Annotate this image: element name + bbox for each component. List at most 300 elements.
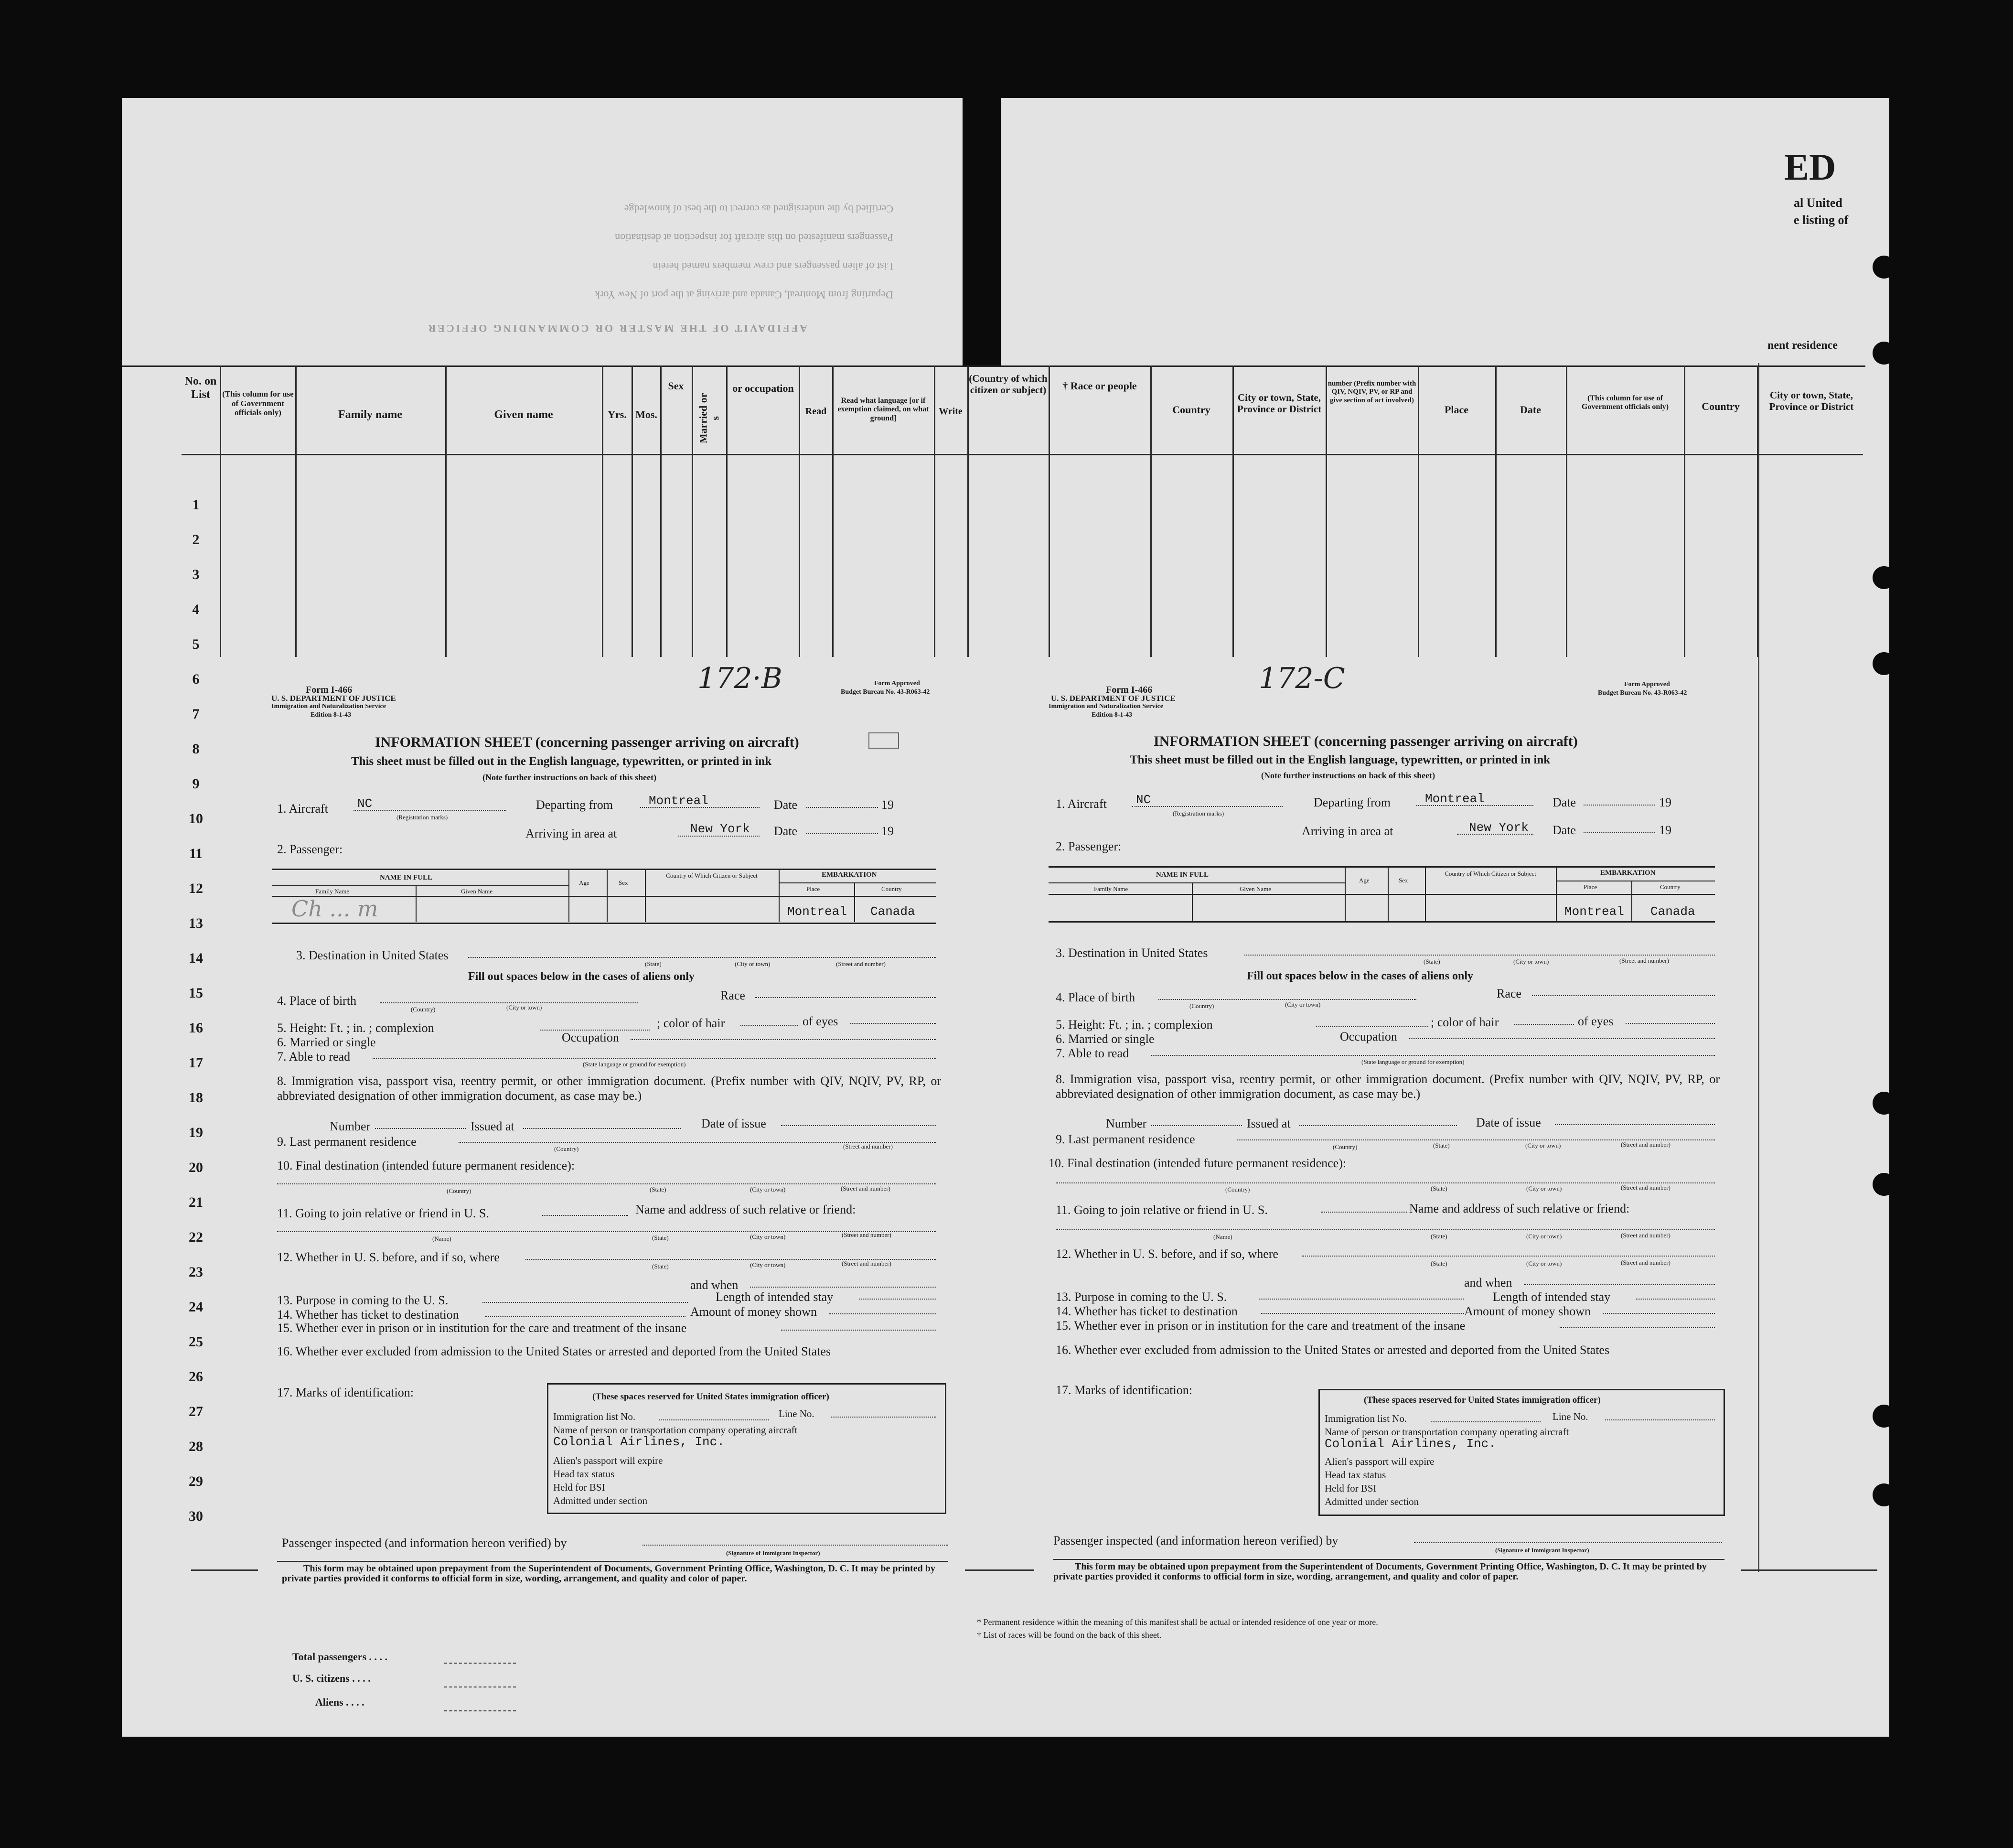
embark-place: Montreal <box>1564 904 1624 919</box>
row-number: 7 <box>192 706 200 722</box>
row-number: 17 <box>189 1055 203 1071</box>
passport-label: Alien's passport will expire <box>553 1455 663 1466</box>
col-place: Place <box>1444 404 1469 416</box>
signature-label: (Signature of Immigrant Inspector) <box>1495 1547 1589 1554</box>
relative-line <box>277 1231 936 1232</box>
corner-heading: ED <box>1784 146 1836 188</box>
footnote-residence: * Permanent residence within the meaning of this manifest shall be actual or intended residence of one year or more. <box>977 1617 1378 1627</box>
total-passengers-line <box>444 1663 516 1664</box>
year-2: 19 <box>881 824 894 838</box>
handwritten-number: 172-C <box>1259 662 1345 695</box>
col-read: Read <box>805 406 827 417</box>
date-line-1 <box>1584 805 1655 806</box>
punch-hole <box>1873 1483 1895 1506</box>
row-number: 19 <box>189 1125 203 1140</box>
col-line <box>726 365 728 657</box>
head-tax-label: Head tax status <box>1325 1469 1386 1481</box>
col-date: Date <box>1520 404 1541 416</box>
row-number: 24 <box>189 1299 203 1315</box>
lbl-street: (Street and number) <box>1621 1259 1670 1266</box>
col-line <box>1566 365 1567 657</box>
arriving-line <box>1457 834 1533 835</box>
punch-hole <box>1873 342 1895 365</box>
col-no-on-list: No. on List <box>184 375 217 401</box>
lbl-country: (Country) <box>1225 1186 1250 1193</box>
race-line <box>1532 995 1715 996</box>
item-7: 7. Able to read <box>277 1050 351 1064</box>
stay-line <box>859 1299 936 1300</box>
dept: U. S. DEPARTMENT OF JUSTICE <box>271 694 396 703</box>
sheet-footer: This form may be obtained upon prepayment from the Superintendent of Documents, Government Printing Office, Washington, D. C. It may be printed by private parties provided it conforms to official form in size, wording, arrangement, and quality and color of paper. <box>282 1563 935 1584</box>
ptable-v <box>645 869 646 922</box>
lbl-state: (State) <box>1433 1142 1450 1149</box>
th-given-name: Given Name <box>1240 885 1272 892</box>
sheet-subtitle: This sheet must be filled out in the English language, typewritten, or printed in ink <box>351 755 772 768</box>
item-6: 6. Married or single <box>277 1035 376 1049</box>
year-1: 19 <box>1659 795 1671 809</box>
lbl-country: (Country) <box>1333 1143 1358 1150</box>
race-label: Race <box>720 988 745 1002</box>
col-mos: Mos. <box>635 408 657 420</box>
stamp-box <box>868 732 899 749</box>
header-top-line <box>122 365 1865 367</box>
reserved-heading: (These spaces reserved for United States immigration officer) <box>1364 1395 1601 1405</box>
hair-label: ; color of hair <box>1431 1015 1499 1029</box>
lbl-state: (State) <box>1431 1185 1447 1192</box>
date-label-1: Date <box>774 798 798 812</box>
date-line-2 <box>806 833 878 834</box>
lbl-street: (Street and number) <box>1621 1232 1670 1239</box>
passenger-label: 2. Passenger: <box>277 842 343 856</box>
embark-country: Canada <box>1650 904 1695 919</box>
aliens: Aliens . . . . <box>315 1696 364 1708</box>
and-when-label: and when <box>690 1278 739 1292</box>
header-bottom-line <box>182 454 1863 455</box>
row-number: 30 <box>189 1508 203 1524</box>
company-label: Name of person or transportation company operating aircraft <box>553 1424 798 1436</box>
occupation-label: Occupation <box>562 1031 619 1044</box>
and-when-line <box>750 1287 936 1288</box>
item-9-line <box>1237 1139 1715 1140</box>
list-no-line <box>659 1419 769 1420</box>
col-city-2: City or town, State, Province or District <box>1769 389 1854 413</box>
arriving-label: Arriving in area at <box>1302 824 1393 838</box>
budget: Budget Bureau No. 43-R063-42 <box>841 688 930 696</box>
sheet-note: (Note further instructions on back of this sheet) <box>482 773 657 782</box>
col-line <box>1049 365 1050 657</box>
page-gap <box>963 98 1001 365</box>
lbl-name: (Name) <box>1213 1233 1232 1240</box>
stay-label: Length of intended stay <box>716 1290 834 1304</box>
lbl-country: (Country) <box>411 1006 436 1013</box>
ptable-v <box>568 869 569 922</box>
ptable-v <box>1345 866 1346 921</box>
th-given-name: Given Name <box>461 888 493 895</box>
aliens-only: Fill out spaces below in the cases of aliens only <box>1247 970 1474 982</box>
ptable-v <box>1631 881 1632 921</box>
signature-label: (Signature of Immigrant Inspector) <box>726 1549 820 1557</box>
sheet-title: INFORMATION SHEET (concerning passenger arriving on aircraft) <box>1154 733 1578 749</box>
th-name-in-full: NAME IN FULL <box>1156 871 1209 879</box>
item-7: 7. Able to read <box>1056 1046 1129 1060</box>
race-line <box>755 997 936 998</box>
item-7-line <box>373 1058 936 1059</box>
date-line-1 <box>806 807 878 808</box>
col-line <box>1757 365 1758 657</box>
issued-line <box>1299 1125 1457 1126</box>
row-number: 2 <box>192 532 200 548</box>
th-embarkation: EMBARKATION <box>1600 869 1656 877</box>
aircraft-line <box>1132 806 1283 807</box>
approval: Form Approved <box>874 680 920 687</box>
item-11: 11. Going to join relative or friend in U. S. <box>277 1206 489 1220</box>
stay-line <box>1636 1299 1715 1300</box>
item-10-line <box>277 1183 936 1184</box>
row-number: 21 <box>189 1194 203 1210</box>
col-line <box>692 365 693 657</box>
punch-hole <box>1873 1405 1895 1428</box>
approval: Form Approved <box>1624 681 1670 688</box>
line-no-label: Line No. <box>1553 1411 1588 1422</box>
item-3: 3. Destination in United States <box>296 948 449 962</box>
ptable-mid2 <box>779 882 936 883</box>
budget: Budget Bureau No. 43-R063-42 <box>1598 689 1687 697</box>
number-label: Number <box>1106 1117 1147 1130</box>
row-number: 27 <box>189 1404 203 1419</box>
lbl-street: (Street and number) <box>842 1260 891 1267</box>
passenger-label: 2. Passenger: <box>1056 839 1122 853</box>
money-line <box>829 1313 936 1314</box>
departing-label: Departing from <box>536 798 613 812</box>
item-3-line <box>1244 955 1715 956</box>
row-number: 5 <box>192 636 200 652</box>
item-12: 12. Whether in U. S. before, and if so, where <box>1056 1247 1278 1261</box>
inspected-label: Passenger inspected (and information hereon verified) by <box>1053 1534 1338 1547</box>
issued-line <box>523 1128 681 1129</box>
line-no-line <box>1605 1419 1715 1420</box>
punch-hole <box>1873 256 1895 279</box>
corner-line-1: al United <box>1794 196 1842 210</box>
year-2: 19 <box>1659 823 1671 837</box>
lbl-country: (Country) <box>447 1187 471 1194</box>
section-label: Admitted under section <box>553 1495 648 1506</box>
right-margin-strip <box>1758 363 1891 1572</box>
arriving-value: New York <box>1469 820 1529 835</box>
section-label: Admitted under section <box>1325 1496 1419 1507</box>
col-city-1: City or town, State, Province or District <box>1237 392 1322 415</box>
item-13-line <box>1259 1299 1464 1300</box>
affidavit-strip: AFFIDAVIT OF THE MASTER OR COMMANDING OFFICER Departing from Montreal, Canada and arriving at the port of New York List of alien passengers and crew members named herein Passengers manifested on this aircraft for inspection at destination Certified by the undersigned as correct to the best of knowledge <box>426 203 893 334</box>
lbl-state: (State) <box>1431 1260 1447 1267</box>
row-number: 13 <box>189 915 203 931</box>
money-label: Amount of money shown <box>1464 1304 1591 1318</box>
corner-line-2: e listing of <box>1794 213 1849 227</box>
item-15-line <box>781 1330 936 1331</box>
row-number: 10 <box>189 811 203 827</box>
money-line <box>1603 1313 1715 1314</box>
arriving-line <box>678 836 760 837</box>
passport-label: Alien's passport will expire <box>1325 1456 1435 1467</box>
col-given-name: Given name <box>494 408 553 421</box>
ptable-v <box>1425 866 1426 921</box>
occupation-line <box>1409 1038 1715 1039</box>
relative-line <box>1056 1229 1715 1230</box>
inspected-line <box>642 1545 948 1546</box>
reserved-heading: (These spaces reserved for United States immigration officer) <box>592 1392 829 1402</box>
hair-line <box>740 1025 798 1026</box>
lbl-city: (City or town) <box>750 1261 786 1268</box>
item-5: 5. Height: Ft. ; in. ; complexion <box>277 1021 434 1035</box>
company-label: Name of person or transportation company operating aircraft <box>1325 1426 1569 1438</box>
item-17: 17. Marks of identification: <box>1056 1383 1192 1397</box>
lbl-city: (City or town) <box>1526 1260 1562 1267</box>
item-5-line <box>1316 1026 1428 1027</box>
lbl-street: (Street and number) <box>842 1231 891 1238</box>
company-value: Colonial Airlines, Inc. <box>553 1435 725 1449</box>
aircraft-label: 1. Aircraft <box>1056 797 1107 811</box>
th-place: Place <box>1584 883 1597 891</box>
row-number: 12 <box>189 881 203 896</box>
lbl-state: (State) <box>1424 958 1440 965</box>
lbl-city: (City or town) <box>750 1186 786 1193</box>
ptable-mid <box>1049 882 1345 883</box>
aircraft-label: 1. Aircraft <box>277 802 328 816</box>
row-number: 20 <box>189 1160 203 1175</box>
lbl-city: (City or town) <box>506 1004 542 1011</box>
th-place: Place <box>806 885 820 892</box>
item-14-line <box>485 1316 685 1317</box>
item-14: 14. Whether has ticket to destination <box>277 1308 459 1322</box>
th-embarkation: EMBARKATION <box>822 871 877 879</box>
ptable-v <box>1556 866 1557 921</box>
col-line <box>660 365 662 657</box>
th-sex: Sex <box>619 879 628 886</box>
item-11-line <box>542 1215 628 1216</box>
ptable-v <box>416 886 417 922</box>
departing-line <box>1416 805 1533 806</box>
lbl-state: (State) <box>652 1263 669 1270</box>
col-country-2: Country <box>1702 400 1740 412</box>
arriving-label: Arriving in area at <box>525 827 617 840</box>
departing-value: Montreal <box>1425 792 1485 806</box>
lbl-exemption: (State language or ground for exemption) <box>583 1061 686 1068</box>
list-no-label: Immigration list No. <box>553 1411 636 1422</box>
occupation-label: Occupation <box>1340 1030 1397 1043</box>
aliens-only: Fill out spaces below in the cases of aliens only <box>468 970 695 983</box>
date-label-2: Date <box>1553 823 1576 837</box>
col-gov-use-2: (This column for use of Government officials only) <box>1581 394 1669 411</box>
number-line <box>1151 1125 1242 1126</box>
registration-marks: (Registration marks) <box>1173 810 1224 817</box>
row-number: 16 <box>189 1020 203 1036</box>
item-4-line <box>380 1002 638 1003</box>
total-passengers: Total passengers . . . . <box>292 1651 388 1663</box>
col-read-language: Read what language [or if exemption claimed, on what ground] <box>837 397 929 422</box>
family-name-value: Ch ... m <box>291 896 378 922</box>
lbl-city: (City or town) <box>735 960 771 967</box>
col-country-1: Country <box>1172 404 1210 416</box>
sheet-note: (Note further instructions on back of this sheet) <box>1261 771 1435 780</box>
row-number: 29 <box>189 1473 203 1489</box>
lbl-state: (State) <box>652 1234 669 1241</box>
list-no-line <box>1431 1421 1541 1422</box>
dept: U. S. DEPARTMENT OF JUSTICE <box>1051 694 1176 703</box>
lbl-city: (City or town) <box>1526 1233 1562 1240</box>
col-line <box>220 365 221 657</box>
and-when-line <box>1524 1284 1715 1285</box>
col-race: † Race or people <box>1062 380 1137 392</box>
embark-place: Montreal <box>787 904 847 919</box>
sheet-bottom-line <box>277 1561 948 1562</box>
item-4: 4. Place of birth <box>277 994 357 1008</box>
row-number: 15 <box>189 985 203 1001</box>
row-number: 22 <box>189 1229 203 1245</box>
col-write: Write <box>939 406 963 417</box>
row-number: 28 <box>189 1439 203 1454</box>
issued-at-label: Issued at <box>1247 1117 1291 1130</box>
col-line <box>1326 365 1327 657</box>
row-number: 1 <box>192 497 200 513</box>
col-family-name: Family name <box>338 408 402 421</box>
row-number: 26 <box>189 1369 203 1385</box>
lbl-city: (City or town) <box>1285 1001 1321 1008</box>
col-married: Married or s <box>697 393 721 444</box>
embark-country: Canada <box>870 904 915 919</box>
row-number: 18 <box>189 1090 203 1106</box>
item-4-line <box>1158 999 1416 1000</box>
row-number: 8 <box>192 741 200 757</box>
occupation-line <box>631 1039 936 1040</box>
race-label: Race <box>1497 987 1521 1000</box>
eyes-line <box>1626 1023 1715 1024</box>
bsi-label: Held for BSI <box>553 1482 605 1493</box>
item-3: 3. Destination in United States <box>1056 946 1208 960</box>
ptable-v <box>1388 866 1389 921</box>
lbl-city: (City or town) <box>1525 1142 1561 1149</box>
item-6: 6. Married or single <box>1056 1032 1155 1046</box>
punch-hole <box>1873 1173 1895 1196</box>
lbl-street: (Street and number) <box>841 1185 890 1192</box>
col-gov-use-1: (This column for use of Government officials only) <box>222 389 294 418</box>
departing-value: Montreal <box>649 794 708 808</box>
hair-line <box>1514 1024 1574 1025</box>
th-country: Country <box>1660 883 1681 891</box>
ptable-mid <box>272 885 568 886</box>
service: Immigration and Naturalization Service <box>271 703 386 710</box>
item-17: 17. Marks of identification: <box>277 1386 414 1399</box>
lbl-exemption: (State language or ground for exemption) <box>1361 1058 1465 1065</box>
th-age: Age <box>1359 877 1370 884</box>
col-visa-number: number (Prefix number with QIV, NQIV, PV, or RP and give section of act involved) <box>1328 380 1416 404</box>
item-10: 10. Final destination (intended future permanent residence): <box>1049 1156 1347 1170</box>
row-number: 23 <box>189 1264 203 1280</box>
eyes-line <box>850 1023 936 1024</box>
inspected-label: Passenger inspected (and information hereon verified) by <box>282 1536 567 1550</box>
ptable-v <box>779 869 780 922</box>
date-label-2: Date <box>774 824 798 838</box>
item-13: 13. Purpose in coming to the U. S. <box>1056 1290 1227 1304</box>
punch-hole <box>1873 1092 1895 1115</box>
lbl-country: (Country) <box>1189 1002 1214 1010</box>
lbl-city: (City or town) <box>750 1233 786 1240</box>
aircraft-line <box>353 810 506 811</box>
item-9: 9. Last permanent residence <box>277 1135 417 1149</box>
col-line <box>967 365 969 657</box>
ptable-v <box>607 869 608 922</box>
th-family-name: Family Name <box>1094 885 1128 892</box>
aircraft-value: NC <box>1136 793 1151 807</box>
item-13-line <box>482 1302 688 1303</box>
departing-line <box>640 807 760 808</box>
company-value: Colonial Airlines, Inc. <box>1325 1437 1496 1451</box>
punch-hole <box>1873 652 1895 675</box>
col-occupation: or occupation <box>732 382 794 394</box>
item-4: 4. Place of birth <box>1056 990 1135 1004</box>
item-16: 16. Whether ever excluded from admission to the United States or arrested and deported from the United States <box>277 1344 831 1358</box>
and-when-label: and when <box>1464 1276 1512 1289</box>
line-no-label: Line No. <box>779 1408 814 1419</box>
handwritten-number: 172·B <box>697 662 782 695</box>
row-number: 4 <box>192 602 200 617</box>
item-12-line <box>1302 1256 1715 1257</box>
issued-at-label: Issued at <box>471 1119 514 1133</box>
stay-label: Length of intended stay <box>1493 1290 1611 1304</box>
item-15: 15. Whether ever in prison or in institution for the care and treatment of the insane <box>1056 1319 1466 1332</box>
col-sex: Sex <box>668 380 684 392</box>
row-number: 6 <box>192 671 200 687</box>
item-3-line <box>468 957 936 958</box>
item-13: 13. Purpose in coming to the U. S. <box>277 1293 449 1307</box>
row-number: 25 <box>189 1334 203 1350</box>
service: Immigration and Naturalization Service <box>1049 703 1163 710</box>
eyes-label: of eyes <box>1578 1014 1614 1028</box>
item-8: 8. Immigration visa, passport visa, reentry permit, or other immigration document. (Prefix number with QIV, NQIV, PV, RP, or abbreviated designation of other immigration document, as case may be.) <box>1056 1072 1720 1101</box>
eyes-label: of eyes <box>803 1014 838 1028</box>
residence-heading: nent residence <box>1767 339 1838 352</box>
lbl-state: (State) <box>645 960 662 967</box>
lbl-street: (Street and number) <box>836 960 886 967</box>
item-10-line <box>1056 1182 1715 1183</box>
ptable-v <box>1192 883 1193 921</box>
form-id: Form I-466 <box>306 685 353 695</box>
date-issue-label: Date of issue <box>701 1117 766 1130</box>
lbl-street: (Street and number) <box>1621 1141 1670 1148</box>
form-id: Form I-466 <box>1106 685 1153 695</box>
information-sheet-left <box>258 662 965 1612</box>
th-age: Age <box>579 879 589 886</box>
item-5: 5. Height: Ft. ; in. ; complexion <box>1056 1018 1213 1031</box>
year-1: 19 <box>881 798 894 812</box>
item-9: 9. Last permanent residence <box>1056 1132 1195 1146</box>
col-yrs: Yrs. <box>608 408 627 420</box>
ptable-bot <box>1049 894 1715 895</box>
sheet-footer: This form may be obtained upon prepayment from the Superintendent of Documents, Government Printing Office, Washington, D. C. It may be printed by private parties provided it conforms to official form in size, wording, arrangement, and quality and color of paper. <box>1053 1561 1707 1582</box>
row-number: 14 <box>189 950 203 966</box>
item-14: 14. Whether has ticket to destination <box>1056 1304 1238 1318</box>
number-line <box>375 1128 466 1129</box>
th-name-in-full: NAME IN FULL <box>380 874 433 881</box>
lbl-name: (Name) <box>432 1235 451 1242</box>
date-label-1: Date <box>1553 795 1576 809</box>
lbl-street: (Street and number) <box>1621 1184 1670 1191</box>
date-issue-line <box>781 1125 936 1126</box>
col-citizen-country: (Country of which citizen or subject) <box>969 373 1048 396</box>
item-8: 8. Immigration visa, passport visa, reentry permit, or other immigration document. (Prefix number with QIV, NQIV, PV, RP, or abbreviated designation of other immigration document, as case may be.) <box>277 1074 941 1103</box>
information-sheet-right <box>1034 662 1741 1612</box>
date-issue-label: Date of issue <box>1476 1116 1541 1129</box>
row-number: 3 <box>192 567 200 582</box>
lbl-street: (Street and number) <box>843 1143 893 1150</box>
